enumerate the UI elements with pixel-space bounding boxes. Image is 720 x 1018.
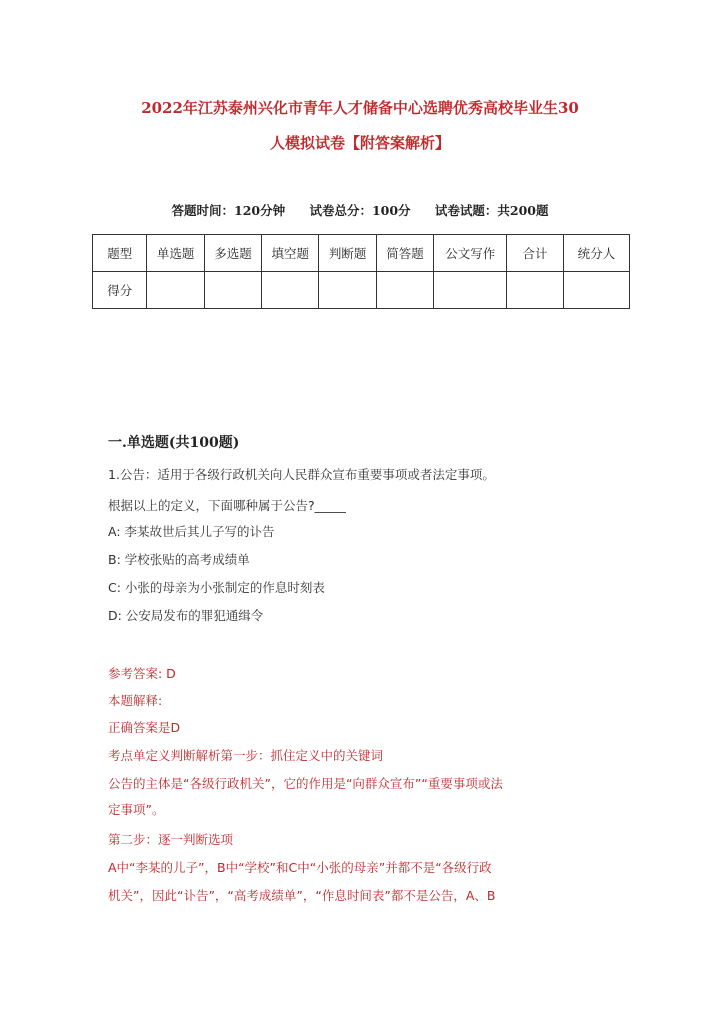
section-title: 一.单选题(共100题) <box>108 435 240 451</box>
document-title-line1: 2022年江苏泰州兴化市青年人才储备中心选聘优秀高校毕业生30 <box>141 99 579 117</box>
score-cell <box>507 272 563 309</box>
score-header-cell: 填空题 <box>262 235 319 272</box>
explanation-label: 本题解释: <box>108 693 163 708</box>
score-header-cell: 统分人 <box>563 235 629 272</box>
score-header-cell: 简答题 <box>376 235 433 272</box>
exam-total-score: 试卷总分：100分 <box>309 203 411 218</box>
reference-answer: 参考答案: D <box>108 666 176 681</box>
score-cell <box>262 272 319 309</box>
explanation-line: 定事项”。 <box>108 802 165 817</box>
score-header-cell: 多选题 <box>204 235 261 272</box>
score-cell <box>563 272 629 309</box>
exam-time: 答题时间：120分钟 <box>171 203 286 218</box>
explanation-line: A中“李某的儿子”，B中“学校”和C中“小张的母亲”并都不是“各级行政 <box>108 860 492 875</box>
option-d: D: 公安局发布的罪犯通缉令 <box>108 608 264 623</box>
score-header-cell: 单选题 <box>147 235 204 272</box>
option-a: A: 李某故世后其儿子写的讣告 <box>108 524 275 539</box>
score-cell <box>319 272 376 309</box>
score-header-cell: 公文写作 <box>434 235 507 272</box>
question-stem-line1: 1.公告：适用于各级行政机关向人民群众宣布重要事项或者法定事项。 <box>108 467 495 482</box>
explanation-line: 公告的主体是“各级行政机关”，它的作用是“向群众宣布”“重要事项或法 <box>108 776 503 791</box>
score-cell <box>434 272 507 309</box>
score-row-label: 得分 <box>93 272 147 309</box>
score-table <box>92 234 630 309</box>
score-table-score-row <box>93 272 630 309</box>
option-c: C: 小张的母亲为小张制定的作息时刻表 <box>108 580 325 595</box>
score-header-cell: 题型 <box>93 235 147 272</box>
document-title-line2: 人模拟试卷【附答案解析】 <box>269 134 450 152</box>
explanation-line: 第二步：逐一判断选项 <box>108 832 234 847</box>
score-cell <box>204 272 261 309</box>
score-header-cell: 判断题 <box>319 235 376 272</box>
explanation-line: 考点单定义判断解析第一步：抓住定义中的关键词 <box>108 748 384 763</box>
score-cell <box>147 272 204 309</box>
correct-answer: 正确答案是D <box>108 720 181 735</box>
score-header-cell: 合计 <box>507 235 563 272</box>
question-stem-line2: 根据以上的定义，下面哪种属于公告?_____ <box>108 498 346 513</box>
score-cell <box>376 272 433 309</box>
score-table-header-row <box>93 235 630 272</box>
explanation-line: 机关”，因此“讣告”，“高考成绩单”，“作息时间表”都不是公告，A、B <box>108 888 496 903</box>
exam-question-count: 试卷试题：共200题 <box>434 203 549 218</box>
option-b: B: 学校张贴的高考成绩单 <box>108 552 250 567</box>
exam-meta <box>0 201 720 219</box>
